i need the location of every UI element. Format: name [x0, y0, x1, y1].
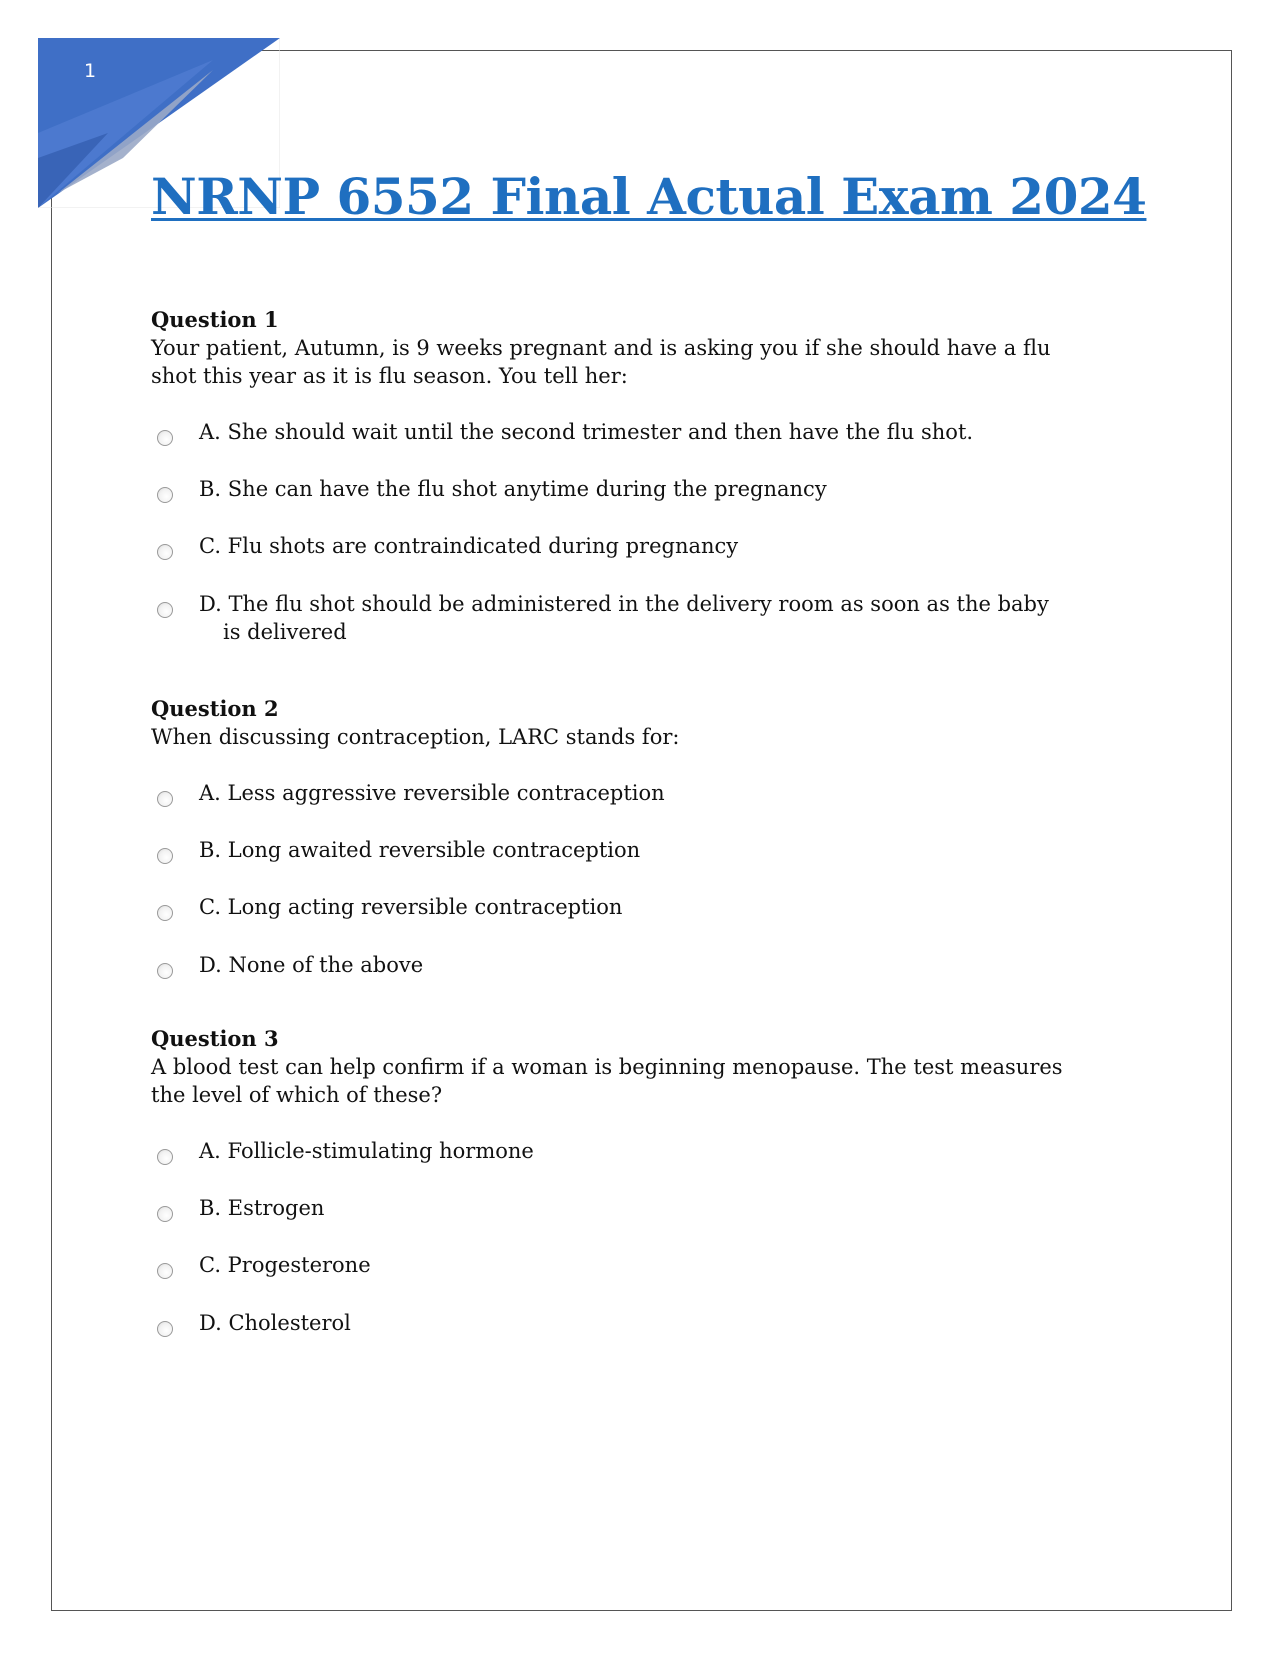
option-label: C. Progesterone	[199, 1253, 371, 1277]
question-heading: Question 2	[151, 696, 279, 721]
question-heading: Question 3	[151, 1026, 279, 1051]
option-label: B. She can have the flu shot anytime during the pregnancy	[199, 477, 827, 501]
radio-button[interactable]	[157, 602, 173, 618]
question-1	[151, 306, 1091, 644]
option-label: A. Follicle-stimulating hormone	[199, 1139, 534, 1163]
option-label: C. Long acting reversible contraception	[199, 895, 623, 919]
question-2	[151, 695, 1091, 977]
radio-button[interactable]	[157, 430, 173, 446]
question-text: Your patient, Autumn, is 9 weeks pregnant and is asking you if she should have a flu shot this year as it is flu season. You tell her:	[151, 336, 1051, 388]
radio-button[interactable]	[157, 1263, 173, 1279]
radio-button[interactable]	[157, 1206, 173, 1222]
page-border	[51, 50, 1232, 1611]
question-text: When discussing contraception, LARC stands for:	[151, 725, 680, 749]
option-label: D. Cholesterol	[199, 1311, 351, 1335]
option-label: A. Less aggressive reversible contraception	[199, 781, 665, 805]
option-label: D. None of the above	[199, 953, 424, 977]
option-label: B. Estrogen	[199, 1196, 325, 1220]
option-label: D. The flu shot should be administered in the delivery room as soon as the baby is delivered	[199, 592, 1049, 644]
question-text: A blood test can help confirm if a woman is beginning menopause. The test measures the level of which of these?	[151, 1055, 1063, 1107]
radio-button[interactable]	[157, 544, 173, 560]
radio-button[interactable]	[157, 905, 173, 921]
radio-button[interactable]	[157, 848, 173, 864]
option-label: B. Long awaited reversible contraception	[199, 838, 641, 862]
question-heading: Question 1	[151, 307, 279, 332]
option-label: A. She should wait until the second trimester and then have the flu shot.	[199, 420, 974, 444]
radio-button[interactable]	[157, 791, 173, 807]
page-number: 1	[84, 60, 97, 82]
document-title: NRNP 6552 Final Actual Exam 2024	[151, 167, 1147, 226]
radio-button[interactable]	[157, 1321, 173, 1337]
radio-button[interactable]	[157, 963, 173, 979]
question-3	[151, 1025, 1091, 1335]
option-label: C. Flu shots are contraindicated during pregnancy	[199, 534, 739, 558]
radio-button[interactable]	[157, 487, 173, 503]
radio-button[interactable]	[157, 1149, 173, 1165]
